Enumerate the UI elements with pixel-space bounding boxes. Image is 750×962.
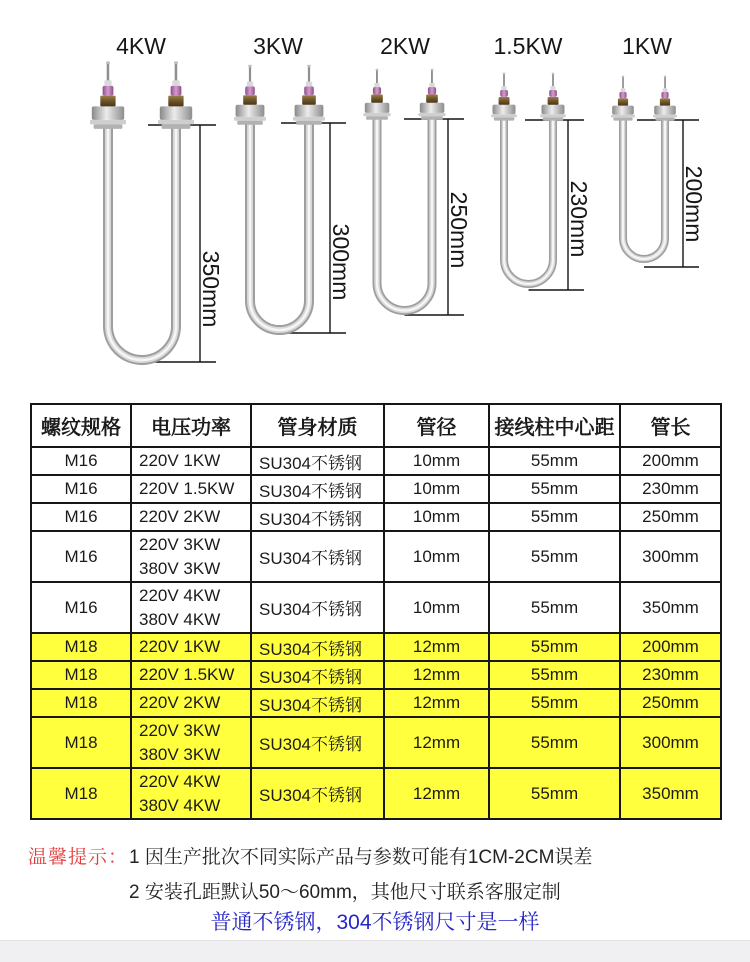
post-distance-cell: 55mm [489,531,620,582]
post-distance-cell: 55mm [489,503,620,531]
hex-nut [92,106,124,120]
pin-collar [172,80,179,85]
washer [421,116,443,119]
power-label: 4KW [116,33,166,59]
diameter-cell: 10mm [384,582,489,633]
diameter-cell: 12mm [384,661,489,689]
length-cell: 250mm [620,503,721,531]
brass-thread [618,98,628,105]
column-header-1: 电压功率 [131,404,251,447]
length-cell: 300mm [620,717,721,768]
thread-cell: M18 [31,689,131,717]
length-cell: 230mm [620,661,721,689]
thread-cell: M16 [31,447,131,475]
length-cell: 200mm [620,447,721,475]
washer [543,117,564,120]
footer-strip [0,940,750,962]
table-row [31,689,721,717]
pin-collar [663,88,668,92]
thread-cell: M18 [31,717,131,768]
column-header-5: 管长 [620,404,721,447]
length-label: 200mm [681,165,707,243]
note-item-1: 1 因生产批次不同实际产品与参数可能有1CM-2CM误差 [129,847,593,868]
brass-thread [426,95,438,103]
length-cell: 250mm [620,689,721,717]
hex-nut [493,105,516,115]
length-cell: 200mm [620,633,721,661]
table-row [31,447,721,475]
power-cell: 220V 2KW [131,689,251,717]
washer [494,117,515,120]
brass-thread [243,95,257,105]
table-row [31,475,721,503]
pin-collar [550,86,555,90]
length-label: 350mm [198,250,224,328]
power-cell: 220V 4KW 380V 4KW [131,768,251,819]
terminal-pin-tip [307,65,311,67]
terminal-pin [664,76,666,88]
terminal-pin [175,62,178,80]
u-tube [108,128,176,360]
hex-nut [365,103,390,113]
pin-collar [374,83,379,87]
washer [613,118,632,121]
brass-thread [168,96,183,107]
material-cell: SU304不锈钢 [251,503,384,531]
ceramic-insulator [619,92,626,99]
table-row [31,633,721,661]
table-header-row [31,404,721,447]
u-tube [108,128,176,360]
u-tube [623,120,665,259]
brass-thread [660,98,670,105]
terminal-pin [107,62,110,80]
table-row [31,717,721,768]
u-tube [504,120,553,284]
column-header-2: 管身材质 [251,404,384,447]
diameter-cell: 12mm [384,689,489,717]
length-label: 230mm [566,180,592,258]
length-cell: 230mm [620,475,721,503]
table-row [31,582,721,633]
ceramic-insulator [661,92,668,99]
heater-1.5KW [491,33,592,290]
u-tube [504,120,553,284]
diameter-cell: 12mm [384,633,489,661]
power-label: 2KW [380,33,430,59]
material-cell: SU304不锈钢 [251,475,384,503]
ceramic-insulator [373,87,381,95]
warm-tip-label: 温馨提示： [28,847,129,868]
power-cell: 220V 1KW [131,633,251,661]
ceramic-insulator [245,86,255,95]
terminal-pin-tip [431,69,434,71]
terminal-pin-tip [552,73,555,75]
hex-nut [420,103,445,113]
washer [363,113,390,116]
power-cell: 220V 3KW 380V 3KW [131,531,251,582]
washer [90,120,126,125]
length-label: 250mm [446,191,472,269]
brass-thread [371,95,383,103]
material-cell: SU304不锈钢 [251,717,384,768]
terminal-pin [249,66,251,82]
washer [491,114,517,117]
pin-collar [621,88,626,92]
u-tube [377,119,432,311]
table-row [31,661,721,689]
brass-thread [302,95,316,105]
washer [162,124,191,128]
length-label: 300mm [328,223,354,301]
terminal-pin-tip [106,61,110,64]
thread-cell: M16 [31,582,131,633]
post-distance-cell: 55mm [489,661,620,689]
length-cell: 350mm [620,768,721,819]
terminal-pin-tip [248,65,252,67]
washer [293,117,325,121]
post-distance-cell: 55mm [489,717,620,768]
washer [237,121,263,125]
thread-cell: M18 [31,633,131,661]
table-row [31,768,721,819]
footer-note: 普通不锈钢，304不锈钢尺寸是一样 [210,911,540,934]
hex-nut [542,105,565,115]
length-cell: 350mm [620,582,721,633]
ceramic-insulator [171,86,182,96]
post-distance-cell: 55mm [489,633,620,661]
column-header-4: 接线柱中心距 [489,404,620,447]
column-header-3: 管径 [384,404,489,447]
heater-diagram [0,0,750,400]
terminal-pin-tip [622,76,625,78]
diameter-cell: 12mm [384,717,489,768]
u-tube [250,124,309,330]
power-cell: 220V 1.5KW [131,475,251,503]
diameter-cell: 12mm [384,768,489,819]
thread-cell: M16 [31,475,131,503]
ceramic-insulator [549,90,557,97]
power-cell: 220V 3KW 380V 3KW [131,717,251,768]
pin-collar [104,80,111,85]
diameter-cell: 10mm [384,503,489,531]
terminal-pin [622,76,624,88]
u-tube [623,120,665,259]
thread-cell: M18 [31,768,131,819]
pin-collar [501,86,506,90]
column-header-0: 螺纹规格 [31,404,131,447]
length-cell: 300mm [620,531,721,582]
u-tube [250,124,309,330]
washer [540,114,566,117]
post-distance-cell: 55mm [489,447,620,475]
note-item-2: 2 安装孔距默认50～60mm，其他尺寸联系客服定制 [129,882,561,903]
power-label: 1KW [622,33,672,59]
material-cell: SU304不锈钢 [251,633,384,661]
heater-1KW [611,33,707,267]
u-tube [250,124,309,330]
pin-collar [247,82,253,87]
ceramic-insulator [304,86,314,95]
thread-cell: M16 [31,503,131,531]
diameter-cell: 10mm [384,447,489,475]
table-row [31,531,721,582]
power-cell: 220V 2KW [131,503,251,531]
table-row [31,503,721,531]
material-cell: SU304不锈钢 [251,768,384,819]
hex-nut [612,106,634,115]
washer [655,118,674,121]
ceramic-insulator [103,86,114,96]
u-tube [623,120,665,259]
terminal-pin-tip [376,69,379,71]
post-distance-cell: 55mm [489,475,620,503]
diameter-cell: 10mm [384,531,489,582]
terminal-pin [431,69,433,83]
material-cell: SU304不锈钢 [251,689,384,717]
power-cell: 220V 4KW 380V 4KW [131,582,251,633]
power-label: 3KW [253,33,303,59]
power-cell: 220V 1KW [131,447,251,475]
terminal-pin [503,73,505,86]
hex-nut [295,105,324,117]
washer [158,120,194,125]
material-cell: SU304不锈钢 [251,447,384,475]
pin-collar [306,82,312,87]
heater-2KW [363,33,472,315]
washer [653,115,677,118]
heater-4KW [90,33,224,362]
washer [234,117,266,121]
brass-thread [100,96,115,107]
post-distance-cell: 55mm [489,689,620,717]
washer [296,121,322,125]
power-cell: 220V 1.5KW [131,661,251,689]
diameter-cell: 10mm [384,475,489,503]
post-distance-cell: 55mm [489,768,620,819]
washer [94,124,123,128]
u-tube [504,120,553,284]
thread-cell: M18 [31,661,131,689]
washer [611,115,635,118]
hex-nut [654,106,676,115]
material-cell: SU304不锈钢 [251,661,384,689]
hex-nut [236,105,265,117]
terminal-pin-tip [174,61,178,64]
terminal-pin-tip [664,76,667,78]
ceramic-insulator [500,90,508,97]
ceramic-insulator [428,87,436,95]
terminal-pin [376,69,378,83]
u-tube [377,119,432,311]
heater-3KW [234,33,354,333]
pin-collar [429,83,434,87]
terminal-pin [552,73,554,86]
power-label: 1.5KW [493,33,563,59]
spec-table [30,403,722,820]
brass-thread [499,97,510,105]
terminal-pin-tip [503,73,506,75]
washer [418,113,445,116]
washer [366,116,388,119]
material-cell: SU304不锈钢 [251,531,384,582]
thread-cell: M16 [31,531,131,582]
material-cell: SU304不锈钢 [251,582,384,633]
post-distance-cell: 55mm [489,582,620,633]
hex-nut [160,106,192,120]
terminal-pin [308,66,310,82]
u-tube [377,119,432,311]
u-tube [108,128,176,360]
brass-thread [548,97,559,105]
